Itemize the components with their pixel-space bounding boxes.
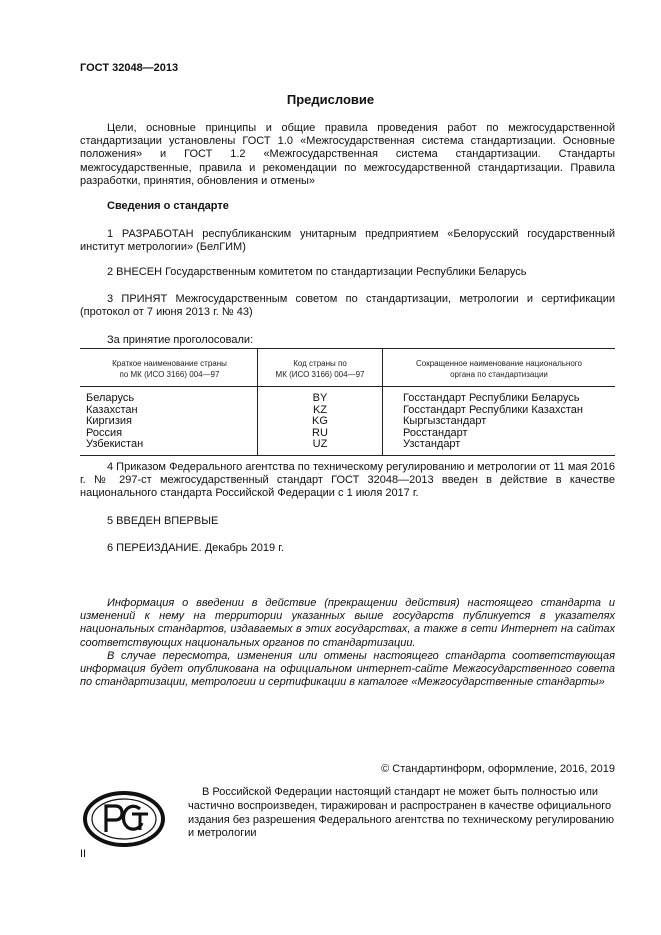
voted-label: За принятие проголосовали: bbox=[107, 334, 254, 346]
rst-certification-logo-icon bbox=[82, 790, 166, 853]
page-number: II bbox=[80, 848, 87, 860]
table-row bbox=[80, 428, 615, 440]
organization-cell: Росстандарт bbox=[383, 428, 616, 440]
column-header-country-line1: Краткое наименование страны bbox=[112, 359, 227, 368]
country-cell: Казахстан bbox=[86, 403, 138, 416]
code-cell: KG bbox=[258, 416, 383, 428]
country-cell: Россия bbox=[86, 426, 123, 439]
table-row bbox=[80, 439, 615, 455]
copyright-line: © Стандартинформ, оформление, 2016, 2019 bbox=[381, 763, 615, 775]
country-cell: Беларусь bbox=[86, 392, 135, 404]
page-title: Предисловие bbox=[286, 92, 375, 107]
code-cell: BY bbox=[258, 387, 383, 405]
column-header-code-line1: Код страны по bbox=[293, 359, 347, 368]
organization-cell: Госстандарт Республики Казахстан bbox=[383, 405, 616, 417]
info-paragraph-1: Информация о введении в действие (прекращении действия) настоящего стандарта и изменений к нему на территории указанных выше государств публикуется в указателях национальных стандартов, издаваемых в этих государствах, а также в сети Интернет на сайтах соответствующих национальных органов по стандартизации. bbox=[80, 597, 615, 649]
organization-cell: Кыргызстандарт bbox=[383, 416, 616, 428]
table-row bbox=[80, 416, 615, 428]
table-header-row bbox=[80, 349, 615, 387]
column-header-country-line2: по МК (ИСО 3166) 004—97 bbox=[119, 370, 220, 379]
item-3-adopted: 3 ПРИНЯТ Межгосударственным советом по стандартизации, метрологии и сертификации (протокол от 7 июня 2013 г. № 43) bbox=[80, 293, 615, 319]
table-row bbox=[80, 387, 615, 405]
column-header-organization bbox=[383, 349, 616, 387]
item-1-developed: 1 РАЗРАБОТАН республиканским унитарным предприятием «Белорусский государственный институт метрологии» (БелГИМ) bbox=[80, 228, 615, 254]
voting-table bbox=[80, 348, 615, 456]
item-5-introduced: 5 ВВЕДЕН ВПЕРВЫЕ bbox=[107, 515, 219, 527]
item-6-reissue: 6 ПЕРЕИЗДАНИЕ. Декабрь 2019 г. bbox=[107, 542, 284, 554]
item-4-order: 4 Приказом Федерального агентства по техническому регулированию и метрологии от 11 мая 2016 г. № 297-ст межгосударственный стандарт ГОСТ 32048—2013 введен в действие в качестве национального стандарта Российской Федерации с 1 июля 2017 г. bbox=[80, 461, 615, 500]
document-code-header: ГОСТ 32048—2013 bbox=[80, 62, 179, 74]
country-cell: Узбекистан bbox=[86, 438, 144, 451]
column-header-organization-line1: Сокращенное наименование национального bbox=[416, 359, 582, 368]
item-2-submitted: 2 ВНЕСЕН Государственным комитетом по стандартизации Республики Беларусь bbox=[107, 266, 527, 278]
column-header-country bbox=[80, 349, 258, 387]
column-header-organization-line2: органа по стандартизации bbox=[450, 370, 548, 379]
rst-logo-graphic bbox=[82, 790, 166, 848]
section-heading: Сведения о стандарте bbox=[107, 200, 229, 212]
table-row bbox=[80, 405, 615, 417]
rf-reproduction-notice: В Российской Федерации настоящий стандарт не может быть полностью или частично воспроизведен, тиражирован и распространен в качестве официального издания без разрешения Федерального агентства по техническому регулированию и метрологии bbox=[188, 786, 615, 840]
organization-cell: Узстандарт bbox=[383, 439, 616, 455]
country-cell: Киргизия bbox=[86, 415, 132, 428]
code-cell: KZ bbox=[258, 405, 383, 417]
code-cell: RU bbox=[258, 428, 383, 440]
column-header-code-line2: МК (ИСО 3166) 004—97 bbox=[275, 370, 365, 379]
info-paragraph-2: В случае пересмотра, изменения или отмены настоящего стандарта соответствующая информация будет опубликована на официальном интернет-сайте Межгосударственного совета по стандартизации, метрологии и сертификации в каталоге «Межгосударственные стандарты» bbox=[80, 650, 615, 689]
column-header-code bbox=[258, 349, 383, 387]
organization-cell: Госстандарт Республики Беларусь bbox=[383, 387, 616, 405]
code-cell: UZ bbox=[258, 439, 383, 455]
intro-paragraph: Цели, основные принципы и общие правила проведения работ по межгосударственной стандартизации установлены ГОСТ 1.0 «Межгосударственная система стандартизации. Основные положения» и ГОСТ 1.2 «Межгосударственная система стандартизации. Стандарты межгосударственные, правила и рекомендации по межгосударственной стандартизации. Правила разработки, принятия, обновления и отмены» bbox=[80, 122, 615, 187]
